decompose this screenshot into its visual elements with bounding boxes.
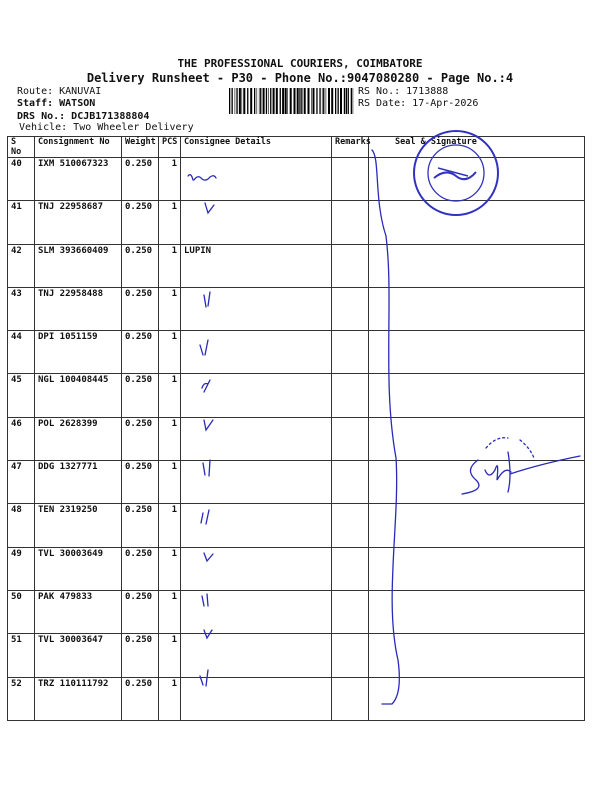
barcode-bar [282,88,284,114]
company-title: THE PROFESSIONAL COURIERS, COIMBATORE [177,57,423,70]
cell-weight: 0.250 [122,634,159,677]
cell-weight: 0.250 [122,201,159,244]
cell-consignment: PAK 479833 [35,590,122,633]
cell-seal [369,244,585,287]
cell-weight: 0.250 [122,677,159,720]
cell-consignee [181,374,332,417]
table-row [8,547,585,590]
barcode-bar [344,88,345,114]
table-row [8,634,585,677]
barcode-bar [257,88,258,114]
cell-seal [369,547,585,590]
barcode-bar [247,88,248,114]
cell-consignment: TRZ 110111792 [35,677,122,720]
staff-label: Staff: WATSON [17,98,96,109]
cell-remarks [332,634,369,677]
cell-pcs: 1 [159,677,181,720]
cell-remarks [332,158,369,201]
cell-remarks [332,201,369,244]
drs-number: DRS No.: DCJB171388804 [17,111,150,122]
header-consignee: Consignee Details [181,137,332,158]
barcode-bar [294,88,296,114]
header-consignment: Consignment No [35,137,122,158]
barcode-bar [331,88,333,114]
barcode-bar [308,88,310,114]
cell-consignee [181,201,332,244]
cell-remarks [332,287,369,330]
barcode-bar [268,88,269,114]
cell-weight: 0.250 [122,158,159,201]
cell-sno: 51 [8,634,35,677]
barcode-bar [297,88,299,114]
cell-pcs: 1 [159,634,181,677]
barcode-bar [259,88,260,114]
route-label: Route: KANUVAI [17,86,102,97]
cell-seal [369,417,585,460]
cell-pcs: 1 [159,287,181,330]
table-row [8,331,585,374]
barcode-bar [235,88,236,114]
cell-remarks [332,461,369,504]
table-row [8,590,585,633]
cell-consignee [181,461,332,504]
cell-seal [369,677,585,720]
cell-sno: 40 [8,158,35,201]
barcode-bar [351,88,352,114]
cell-sno: 45 [8,374,35,417]
rs-number: RS No.: 1713888 [358,86,449,97]
cell-sno: 48 [8,504,35,547]
cell-sno: 42 [8,244,35,287]
cell-pcs: 1 [159,590,181,633]
runsheet-table [7,136,585,721]
cell-consignment: TNJ 22958488 [35,287,122,330]
barcode-bar [353,88,354,114]
cell-consignee: LUPIN [181,244,332,287]
cell-consignee [181,677,332,720]
barcode-bar [338,88,339,114]
cell-seal [369,287,585,330]
barcode-bar [311,88,312,114]
cell-consignment: TEN 2319250 [35,504,122,547]
cell-pcs: 1 [159,461,181,504]
cell-consignment: TVL 30003649 [35,547,122,590]
barcode-bar [335,88,336,114]
barcode-bar [299,88,300,114]
barcode-bar [250,88,252,114]
barcode-bar [348,88,349,114]
barcode-bar [242,88,243,114]
barcode-bar [239,88,241,114]
vehicle-label: Vehicle: Two Wheeler Delivery [19,122,194,133]
cell-consignee [181,547,332,590]
cell-seal [369,504,585,547]
cell-pcs: 1 [159,547,181,590]
cell-seal [369,634,585,677]
cell-sno: 49 [8,547,35,590]
cell-consignee [181,417,332,460]
cell-seal [369,158,585,201]
cell-weight: 0.250 [122,287,159,330]
cell-pcs: 1 [159,374,181,417]
barcode-bar [236,88,237,114]
cell-pcs: 1 [159,244,181,287]
cell-remarks [332,547,369,590]
header-seal: Seal & Signature [369,137,585,158]
cell-weight: 0.250 [122,461,159,504]
cell-remarks [332,504,369,547]
table-row [8,201,585,244]
cell-seal [369,461,585,504]
cell-seal [369,374,585,417]
cell-sno: 50 [8,590,35,633]
cell-sno: 43 [8,287,35,330]
barcode-bar [243,88,245,114]
table-row [8,287,585,330]
cell-consignment: POL 2628399 [35,417,122,460]
cell-sno: 52 [8,677,35,720]
barcode-bar [270,88,271,114]
cell-weight: 0.250 [122,374,159,417]
cell-remarks [332,244,369,287]
barcode-bar [328,88,330,114]
barcode-bar [263,88,265,114]
table-row [8,461,585,504]
barcode-bar [280,88,281,114]
cell-pcs: 1 [159,417,181,460]
header-weight: Weight [122,137,159,158]
cell-consignee [181,287,332,330]
cell-consignment: IXM 510067323 [35,158,122,201]
cell-pcs: 1 [159,331,181,374]
cell-consignee [181,504,332,547]
barcode-bar [304,88,306,114]
barcode-bar [266,88,267,114]
barcode-bar [319,88,320,114]
cell-seal [369,590,585,633]
barcode-bar [313,88,315,114]
cell-weight: 0.250 [122,331,159,374]
cell-consignee [181,331,332,374]
table-row [8,158,585,201]
barcode-image [229,88,354,114]
cell-sno: 47 [8,461,35,504]
header-pcs: PCS [159,137,181,158]
barcode-bar [287,88,288,114]
cell-sno: 44 [8,331,35,374]
cell-consignment: SLM 393660409 [35,244,122,287]
table-header-row [8,137,585,158]
barcode-bar [285,88,287,114]
cell-weight: 0.250 [122,417,159,460]
cell-sno: 46 [8,417,35,460]
cell-remarks [332,417,369,460]
table-row [8,417,585,460]
cell-remarks [332,677,369,720]
barcode-bar [316,88,317,114]
barcode-bar [340,88,342,114]
barcode-bar [273,88,275,114]
table-row [8,374,585,417]
barcode-bar [276,88,278,114]
cell-consignee [181,158,332,201]
cell-weight: 0.250 [122,547,159,590]
cell-consignment: DDG 1327771 [35,461,122,504]
header-remarks: Remarks [332,137,369,158]
header-sno: S No [8,137,35,158]
table-row [8,504,585,547]
cell-consignment: DPI 1051159 [35,331,122,374]
cell-weight: 0.250 [122,244,159,287]
runsheet-subtitle: Delivery Runsheet - P30 - Phone No.:9047080280 - Page No.:4 [86,71,514,85]
barcode-bar [232,88,233,114]
cell-seal [369,201,585,244]
table-row [8,244,585,287]
cell-weight: 0.250 [122,590,159,633]
cell-pcs: 1 [159,158,181,201]
cell-sno: 41 [8,201,35,244]
cell-remarks [332,374,369,417]
cell-consignee [181,590,332,633]
cell-consignee [181,634,332,677]
barcode-bar [290,88,292,114]
rs-date: RS Date: 17-Apr-2026 [358,98,479,109]
barcode-bar [229,88,230,114]
cell-pcs: 1 [159,504,181,547]
barcode-bar [301,88,302,114]
cell-weight: 0.250 [122,504,159,547]
cell-remarks [332,590,369,633]
cell-consignment: NGL 100408445 [35,374,122,417]
table-row [8,677,585,720]
barcode-bar [322,88,323,114]
barcode-bar [254,88,255,114]
barcode-bar [346,88,347,114]
barcode-bar [323,88,324,114]
cell-consignment: TVL 30003647 [35,634,122,677]
cell-remarks [332,331,369,374]
cell-seal [369,331,585,374]
barcode-bar [326,88,327,114]
barcode-bar [260,88,261,114]
cell-pcs: 1 [159,201,181,244]
cell-consignment: TNJ 22958687 [35,201,122,244]
